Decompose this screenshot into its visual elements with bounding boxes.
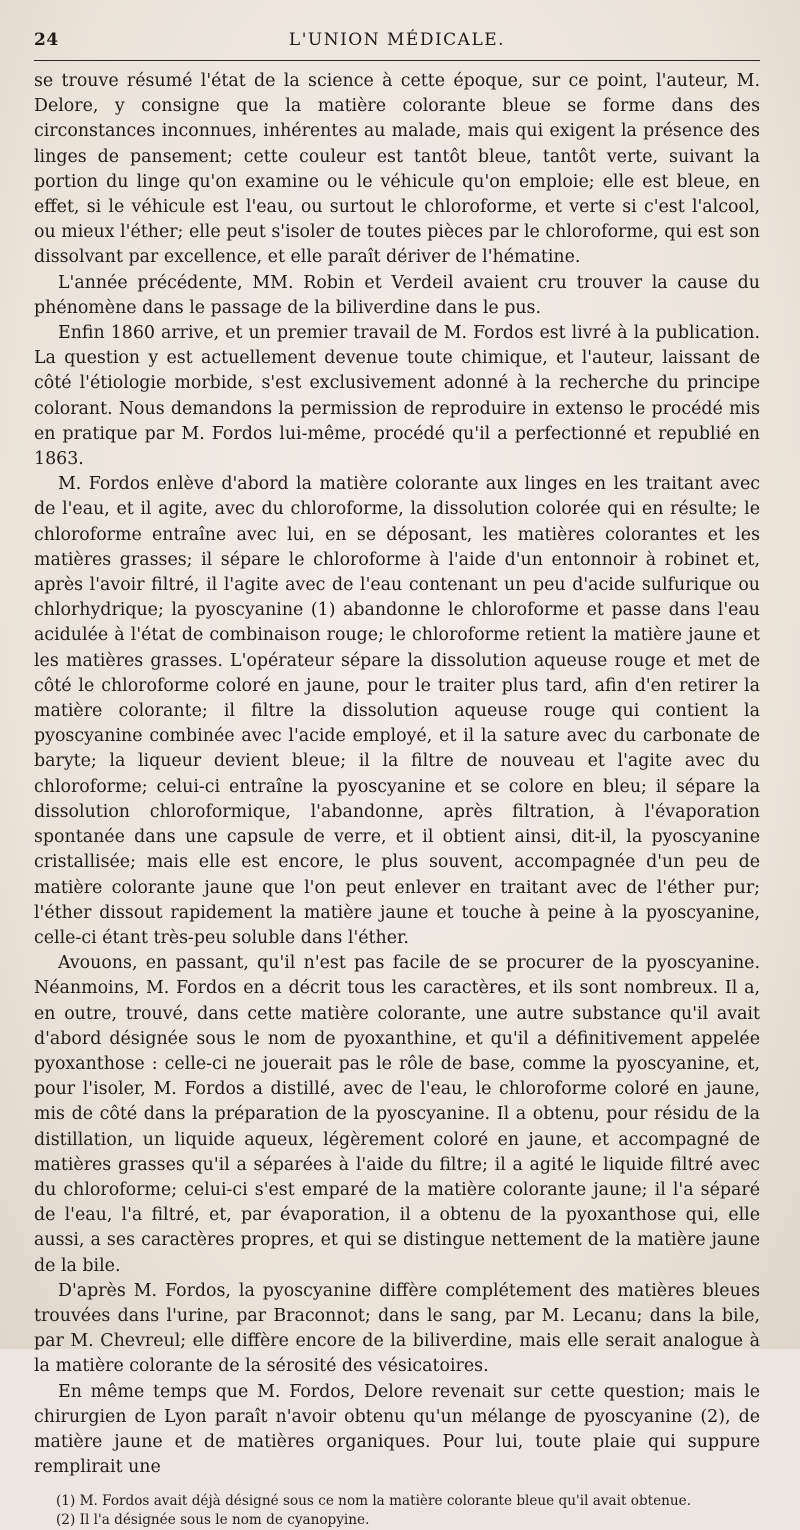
footnote: (1) M. Fordos avait déjà désigné sous ce nom la matière colorante bleue qu'il avait obtenue. — [56, 1493, 692, 1510]
paragraph: En même temps que M. Fordos, Delore revenait sur cette question; mais le chirurgien de Lyon paraît n'avoir obtenu qu'un mélange de pyoscyanine (2), de matière jaune et de matières organiques. Pour lui, toute plaie qui suppure remplirait une — [34, 1381, 760, 1478]
paragraph: L'année précédente, MM. Robin et Verdeil avaient cru trouver la cause du phénomène dans le passage de la biliverdine dans le pus. — [34, 272, 760, 318]
paragraph: D'après M. Fordos, la pyoscyanine diffère complétement des matières bleues trouvées dans l'urine, par Braconnot; dans le sang, par M. Lecanu; dans la bile, par M. Chevreul; elle diffère encore de la biliverdine, mais elle serait analogue à la matière colorante de la sérosité des vésicatoires. — [34, 1280, 760, 1377]
article-body — [34, 69, 760, 1480]
paragraph: Avouons, en passant, qu'il n'est pas facile de se procurer de la pyoscyanine. Néanmoins, M. Fordos en a décrit tous les caractères, et ils sont nombreux. Il a, en outre, trouvé, dans cette matière colorante, une autre substance qu'il avait d'abord désignée sous le nom de pyoxanthine, et qu'il a définitivement appelée pyoxanthose : celle-ci ne jouerait pas le rôle de base, comme la pyoscyanine, et, pour l'isoler, M. Fordos a distillé, avec de l'eau, le chloroforme coloré en jaune, mis de côté dans la préparation de la pyoscyanine. Il a obtenu, pour résidu de la distillation, un liquide aqueux, légèrement coloré en jaune, et accompagné de matières grasses qu'il a séparées à l'aide du filtre; il a agité le liquide filtré avec du chloroforme; celui-ci s'est emparé de la matière colorante jaune; il l'a séparé de l'eau, l'a filtré, et, par évaporation, il a obtenu de la pyoxanthose qui, elle aussi, a ses caractères propres, et qui se distingue nettement de la matière jaune de la bile. — [34, 953, 760, 1276]
paragraph: se trouve résumé l'état de la science à cette époque, sur ce point, l'auteur, M. Delore, y consigne que la matière colorante bleue se forme dans des circonstances inconnues, inhérentes au malade, mais qui exigent la présence des linges de pansement; cette couleur est tantôt bleue, tantôt verte, suivant la portion du linge qu'on examine ou le véhicule qu'on emploie; elle est bleue, en effet, si le véhicule est l'eau, ou surtout le chloroforme, et verte si c'est l'alcool, ou mieux l'éther; elle peut s'isoler de toutes pièces par le chloroforme, qui est son dissolvant par excellence, et elle paraît dériver de l'hématine. — [34, 71, 760, 268]
paragraph: Enfin 1860 arrive, et un premier travail de M. Fordos est livré à la publication. La question y est actuellement devenue toute chimique, et l'auteur, laissant de côté l'étiologie morbide, s'est exclusivement adonné à la recherche du principe colorant. Nous demandons la permission de reproduire in extenso le procédé mis en pratique par M. Fordos lui-même, procédé qu'il a perfectionné et republié en 1863. — [34, 323, 760, 470]
footnotes — [34, 1492, 760, 1530]
page-header — [34, 20, 760, 54]
paragraph: M. Fordos enlève d'abord la matière colorante aux linges en les traitant avec de l'eau, et il agite, avec du chloroforme, la dissolution colorée qui en résulte; le chloroforme entraîne avec lui, en se déposant, les matières colorantes et les matières grasses; il sépare le chloroforme à l'aide d'un entonnoir à robinet et, après l'avoir filtré, il l'agite avec de l'eau contenant un peu d'acide sulfurique ou chlorhydrique; la pyoscyanine (1) abandonne le chloroforme et passe dans l'eau acidulée à l'état de combinaison rouge; le chloroforme retient la matière jaune et les matières grasses. L'opérateur sépare la dissolution aqueuse rouge et met de côté le chloroforme coloré en jaune, pour le traiter plus tard, afin d'en retirer la matière colorante; il filtre la dissolution aqueuse rouge qui contient la pyoscyanine combinée avec l'acide employé, et il la sature avec du carbonate de baryte; la liqueur devient bleue; il la filtre de nouveau et l'agite avec du chloroforme; celui-ci entraîne la pyoscyanine et se colore en bleu; il sépare la dissolution chloroformique, l'abandonne, après filtration, à l'évaporation spontanée dans une capsule de verre, et il obtient ainsi, dit-il, la pyoscyanine cristallisée; mais elle est encore, le plus souvent, accompagnée d'un peu de matière colorante jaune que l'on peut enlever en traitant avec de l'éther pur; l'éther dissout rapidement la matière jaune et touche à peine à la pyoscyanine, celle-ci étant très-peu soluble dans l'éther. — [34, 474, 760, 948]
running-title: L'UNION MÉDICALE. — [288, 30, 506, 50]
header-rule — [34, 60, 760, 61]
page-number: 24 — [34, 30, 59, 50]
footnote: (2) Il l'a désignée sous le nom de cyanopyine. — [56, 1512, 370, 1529]
